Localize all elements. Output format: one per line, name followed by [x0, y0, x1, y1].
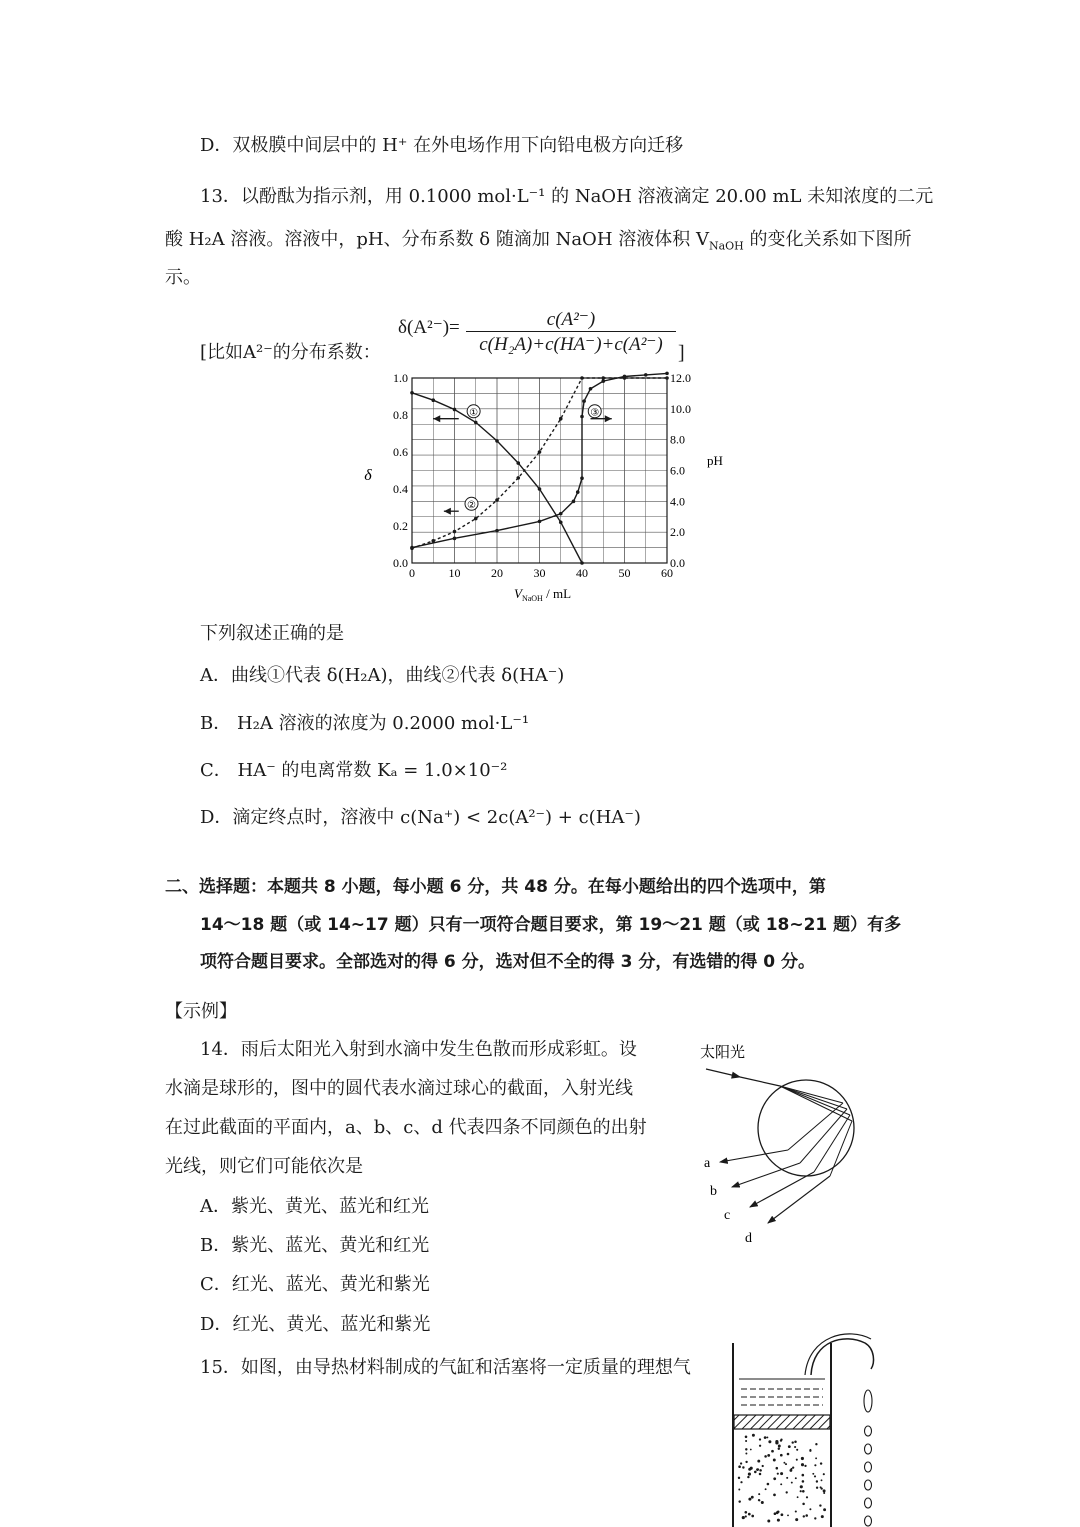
x-tick-label: 60 — [661, 566, 673, 580]
gas-particle — [759, 1445, 761, 1447]
q14-line2: 水滴是球形的，图中的圆代表水滴过球心的截面，入射光线 — [165, 1078, 633, 1099]
gas-particle — [800, 1490, 802, 1492]
gas-particle — [759, 1469, 762, 1472]
series-point-3 — [576, 490, 580, 494]
y-right-axis-label: pH — [707, 452, 723, 468]
section2-line1: 二、选择题：本题共 8 小题，每小题 6 分，共 48 分。在每小题给出的四个选项中，第 — [165, 877, 826, 897]
gas-particle — [767, 1483, 770, 1486]
series-2-arrow-head — [444, 508, 451, 515]
gas-particle — [748, 1473, 751, 1476]
gas-particle — [805, 1514, 808, 1517]
titration-chart — [355, 370, 723, 615]
gas-particle — [801, 1463, 804, 1466]
gas-particle — [802, 1490, 805, 1493]
gas-particle — [764, 1455, 767, 1458]
y-right-tick-label: 0.0 — [670, 556, 685, 570]
fraction-bar — [466, 331, 676, 332]
gas-particle — [796, 1449, 798, 1451]
q14-option-d: D．红光、黄光、蓝光和紫光 — [200, 1314, 431, 1335]
gas-particle — [816, 1480, 818, 1482]
gas-particle — [738, 1489, 740, 1491]
x-tick-label: 30 — [533, 566, 546, 580]
gas-particle — [814, 1517, 816, 1519]
series-point-2 — [516, 476, 520, 480]
gas-particle — [800, 1485, 803, 1488]
y-left-tick-label: 1.0 — [393, 371, 408, 385]
gas-particle — [745, 1436, 748, 1439]
gas-particle — [778, 1445, 781, 1448]
q14-line3: 在过此截面的平面内，a、b、c、d 代表四条不同颜色的出射 — [165, 1117, 647, 1138]
gas-particle — [742, 1516, 745, 1519]
y-left-tick-label: 0.6 — [393, 445, 408, 459]
gas-particle — [821, 1515, 824, 1518]
gas-particle — [751, 1496, 754, 1499]
x-tick-label: 40 — [576, 566, 588, 580]
series-point-2 — [580, 376, 584, 380]
gas-particle — [819, 1504, 821, 1506]
series-point-2 — [538, 450, 542, 454]
q14-option-b: B．紫光、蓝光、黄光和红光 — [200, 1235, 430, 1256]
gas-particle — [802, 1480, 805, 1483]
gas-particle — [773, 1494, 776, 1497]
series-point-3 — [623, 375, 627, 379]
series-3-arrow-head — [605, 415, 612, 422]
gas-particles — [738, 1434, 826, 1523]
gas-particle — [762, 1465, 764, 1467]
q13-stem-line2-main: 酸 H₂A 溶液。溶液中，pH、分布系数 δ 随滴加 NaOH 溶液体积 V — [165, 229, 709, 250]
gas-particle — [773, 1477, 776, 1480]
q13-prompt: 下列叙述正确的是 — [200, 623, 344, 644]
ray-label-b: b — [710, 1184, 717, 1199]
q13-option-d: D．滴定终点时，溶液中 c(Na⁺) < 2c(A²⁻) + c(HA⁻) — [200, 807, 641, 828]
gas-particle — [767, 1454, 770, 1457]
gas-particle — [794, 1440, 797, 1443]
gas-particle — [761, 1501, 764, 1504]
q14-line1: 14．雨后太阳光入射到水滴中发生色散而形成彩虹。设 — [200, 1039, 637, 1060]
gas-particle — [821, 1479, 823, 1481]
gas-particle — [758, 1499, 760, 1501]
series-point-1 — [538, 487, 542, 491]
gas-particle — [767, 1520, 770, 1523]
series-point-1 — [410, 391, 414, 395]
gas-particle — [758, 1493, 760, 1495]
section2-line3: 项符合题目要求。全部选对的得 6 分，选对但不全的得 3 分，有选错的得 0 分。 — [200, 952, 815, 972]
y-left-tick-label: 0.8 — [393, 408, 408, 422]
gas-particle — [796, 1459, 798, 1461]
gas-particle — [777, 1519, 780, 1522]
q14-line4: 光线，则它们可能依次是 — [165, 1156, 363, 1177]
series-point-1 — [516, 461, 520, 465]
q12-option-d: D．双极膜中间层中的 H⁺ 在外电场作用下向铅电极方向迁移 — [200, 135, 684, 156]
gas-particle — [738, 1465, 741, 1468]
gas-particle — [750, 1467, 753, 1470]
y-left-tick-label: 0.4 — [393, 482, 408, 496]
x-tick-label: 20 — [491, 566, 503, 580]
series-point-3 — [580, 415, 584, 419]
gas-particle — [814, 1464, 816, 1466]
gas-particle — [809, 1508, 811, 1510]
gas-particle — [816, 1487, 818, 1489]
series-point-2 — [601, 376, 605, 380]
formula-prefix: [比如A²⁻的分布系数： — [200, 342, 381, 363]
gas-particle — [801, 1457, 804, 1460]
gas-particle — [804, 1465, 806, 1467]
q13-stem-line2-tail: 的变化关系如下图所 — [743, 229, 912, 250]
sun-label: 太阳光 — [700, 1043, 746, 1061]
gas-particle — [785, 1463, 787, 1465]
gas-particle — [750, 1449, 752, 1451]
q13-stem-line2-sub: NaOH — [708, 239, 744, 253]
series-point-2 — [453, 530, 457, 534]
x-axis-label: $V_{NaOH}$ / mL — [514, 586, 572, 603]
y-right-tick-label: 4.0 — [670, 494, 685, 509]
gas-particle — [786, 1477, 788, 1479]
section2-line2: 14～18 题（或 14~17 题）只有一项符合题目要求，第 19～21 题（或 18~21 题）有多 — [200, 915, 902, 935]
gas-particle — [757, 1460, 760, 1463]
gas-particle — [738, 1477, 740, 1479]
gas-particle — [745, 1515, 747, 1517]
gas-particle — [795, 1477, 797, 1479]
cylinder-figure — [725, 1335, 895, 1527]
series-point-2 — [495, 498, 499, 502]
series-point-1 — [559, 521, 563, 525]
incident-ray — [740, 1077, 780, 1086]
ray-label-d: d — [745, 1231, 752, 1246]
series-3-marker-label: ③ — [590, 407, 600, 419]
gas-particle — [791, 1482, 793, 1484]
gas-particle — [792, 1466, 794, 1468]
gas-particle — [797, 1496, 799, 1498]
gas-particle — [823, 1473, 825, 1475]
gas-particle — [752, 1434, 755, 1437]
ray-label-c: c — [724, 1208, 731, 1223]
gas-particle — [764, 1436, 767, 1439]
gas-particle — [803, 1515, 805, 1517]
gas-particle — [823, 1492, 825, 1494]
series-1-marker-label: ① — [469, 407, 479, 419]
gas-particle — [809, 1450, 811, 1452]
gas-particle — [774, 1512, 777, 1515]
gas-particle — [745, 1453, 747, 1455]
gas-particle — [745, 1448, 747, 1450]
series-1-arrow-head — [433, 415, 440, 422]
formula-lhs: δ(A²⁻)= — [398, 317, 460, 338]
gas-particle — [814, 1475, 816, 1477]
gas-particle — [775, 1440, 778, 1443]
gas-particle — [815, 1443, 817, 1445]
series-point-3 — [582, 399, 586, 403]
gas-particle — [777, 1473, 779, 1475]
gas-particle — [806, 1496, 808, 1498]
piston — [734, 1415, 830, 1429]
gas-particle — [765, 1488, 767, 1490]
series-point-2 — [559, 417, 563, 421]
series-point-3 — [580, 476, 584, 480]
gas-particle — [823, 1508, 826, 1511]
series-point-2 — [474, 517, 478, 521]
gas-particle — [745, 1461, 747, 1463]
series-point-1 — [453, 408, 457, 412]
gas-particle — [823, 1489, 826, 1492]
gas-particle — [812, 1473, 814, 1475]
gas-particle — [738, 1500, 740, 1502]
gas-particle — [740, 1462, 742, 1464]
y-right-tick-label: 12.0 — [670, 371, 691, 385]
gas-particle — [815, 1457, 817, 1459]
gas-particle — [787, 1514, 789, 1516]
series-point-1 — [495, 439, 499, 443]
gas-particle — [820, 1486, 822, 1488]
gas-particle — [780, 1483, 782, 1485]
series-point-3 — [572, 500, 576, 504]
q13-option-b: B． H₂A 溶液的浓度为 0.2000 mol·L⁻¹ — [200, 713, 530, 734]
gas-particle — [748, 1513, 751, 1516]
gas-particle — [745, 1440, 747, 1442]
gas-particle — [783, 1462, 785, 1464]
liquid-layer — [739, 1379, 825, 1405]
gas-particle — [780, 1472, 783, 1475]
series-point-3 — [410, 546, 414, 550]
series-point-1 — [431, 398, 435, 402]
y-left-tick-label: 0.0 — [393, 556, 408, 570]
x-tick-label: 10 — [448, 566, 461, 580]
series-point-3 — [589, 387, 593, 391]
y-right-tick-label: 8.0 — [670, 432, 685, 447]
gas-particle — [820, 1462, 822, 1464]
gas-particle — [776, 1467, 779, 1470]
series-point-1 — [474, 421, 478, 425]
gas-particle — [748, 1498, 751, 1501]
gas-particle — [780, 1439, 782, 1441]
q13-stem-line3: 示。 — [165, 267, 201, 288]
gas-particle — [773, 1459, 776, 1462]
gas-particle — [757, 1468, 759, 1470]
drops — [864, 1390, 872, 1526]
gas-particle — [768, 1440, 771, 1443]
gas-particle — [787, 1453, 790, 1456]
gas-particle — [744, 1511, 747, 1514]
series-point-3 — [495, 529, 499, 533]
formula-numerator: c(A²⁻) — [546, 309, 596, 330]
q14-option-c: C．红光、蓝光、黄光和紫光 — [200, 1274, 430, 1295]
water-droplet-figure — [690, 1035, 890, 1250]
gas-particle — [742, 1466, 744, 1468]
gas-particle — [778, 1448, 780, 1450]
gas-particle — [802, 1503, 805, 1506]
q13-option-c: C． HA⁻ 的电离常数 Kₐ = 1.0×10⁻² — [200, 760, 508, 781]
gas-particle — [791, 1468, 793, 1470]
gas-particle — [771, 1450, 774, 1453]
series-point-3 — [644, 373, 648, 377]
gas-particle — [795, 1518, 798, 1521]
series-point-2 — [665, 376, 669, 380]
gas-particle — [754, 1471, 757, 1474]
gas-particle — [780, 1454, 783, 1457]
gas-particle — [794, 1446, 796, 1448]
exit-rays — [720, 1150, 830, 1223]
internal-rays — [780, 1086, 852, 1176]
q13-stem-line2 — [165, 228, 911, 259]
series-point-3 — [665, 372, 669, 376]
q13-stem-line1: 13．以酚酞为指示剂，用 0.1000 mol·L⁻¹ 的 NaOH 溶液滴定 20.00 mL 未知浓度的二元 — [200, 186, 934, 207]
q14-option-a: A．紫光、黄光、蓝光和红光 — [200, 1196, 429, 1217]
gas-particle — [766, 1436, 768, 1438]
ray-label-a: a — [704, 1156, 711, 1171]
y-left-tick-label: 0.2 — [393, 519, 408, 533]
series-point-3 — [601, 379, 605, 383]
q13-option-a: A．曲线①代表 δ(H₂A)，曲线②代表 δ(HA⁻) — [200, 665, 565, 686]
series-point-1 — [580, 561, 584, 565]
gas-particle — [795, 1510, 797, 1512]
gas-particle — [759, 1438, 761, 1440]
gas-particle — [788, 1445, 791, 1448]
gas-particle — [759, 1473, 762, 1476]
formula-denominator: c(H₂A)+c(HA⁻)+c(A²⁻) — [479, 334, 663, 355]
y-right-tick-label: 10.0 — [670, 401, 691, 416]
series-point-3 — [559, 512, 563, 516]
series-point-3 — [538, 520, 542, 524]
q15-line1: 15．如图，由导热材料制成的气缸和活塞将一定质量的理想气 — [200, 1357, 691, 1378]
gas-particle — [747, 1476, 749, 1478]
gas-particle — [781, 1513, 784, 1516]
y-right-tick-label: 2.0 — [670, 525, 685, 540]
series-point-3 — [453, 537, 457, 541]
gas-particle — [751, 1515, 754, 1518]
incident-ray-arrow — [706, 1069, 740, 1077]
formula-close: ] — [678, 342, 685, 364]
gas-particle — [776, 1511, 779, 1514]
x-tick-label: 50 — [618, 566, 631, 580]
gas-particle — [740, 1481, 742, 1483]
x-tick-label: 0 — [409, 566, 415, 580]
series-2-marker-label: ② — [467, 499, 476, 511]
y-right-tick-label: 6.0 — [670, 463, 685, 478]
gas-particle — [802, 1474, 805, 1477]
example-tag: 【示例】 — [165, 1001, 237, 1022]
y-left-axis-label: δ — [364, 466, 372, 484]
gas-particle — [786, 1491, 788, 1493]
gas-particle — [792, 1441, 794, 1443]
